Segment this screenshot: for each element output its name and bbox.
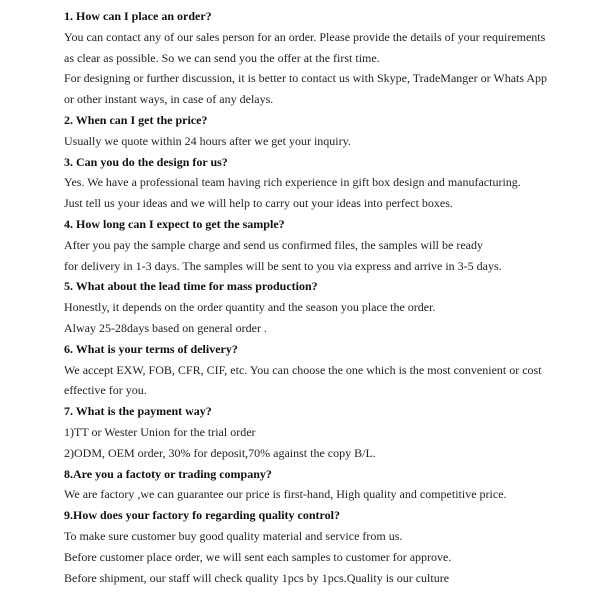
faq-answer-line: effective for you.: [64, 383, 147, 398]
faq-list: [64, 6, 594, 588]
faq-answer-line: Just tell us your ideas and we will help to carry out your ideas into perfect boxes.: [64, 196, 453, 211]
faq-question: 2. When can I get the price?: [64, 112, 208, 127]
faq-item: [64, 505, 594, 588]
faq-answer-line: Honestly, it depends on the order quantity and the season you place the order.: [64, 300, 436, 315]
faq-answer-line: Yes. We have a professional team having rich experience in gift box design and manufacturing.: [64, 175, 521, 190]
faq-answer-line: Before shipment, our staff will check quality 1pcs by 1pcs.Quality is our culture: [64, 570, 450, 585]
faq-answer-line: 1)TT or Wester Union for the trial order: [64, 424, 256, 439]
faq-answer-line: We are factory ,we can guarantee our price is first-hand, High quality and competitive price.: [64, 487, 507, 502]
faq-item: [64, 152, 594, 214]
faq-question: 1. How can I place an order?: [64, 9, 212, 23]
faq-question: 3. Can you do the design for us?: [64, 154, 228, 169]
faq-item: [64, 339, 594, 401]
faq-answer-line: 2)ODM, OEM order, 30% for deposit,70% against the copy B/L.: [64, 445, 376, 460]
faq-answer-line: for delivery in 1-3 days. The samples will be sent to you via express and arrive in 3-5 days.: [64, 258, 502, 273]
faq-item: [64, 6, 594, 110]
faq-answer-line: or other instant ways, in case of any delays.: [64, 92, 274, 107]
faq-answer-line: Alway 25-28days based on general order .: [64, 320, 267, 335]
faq-answer-line: To make sure customer buy good quality material and service from us.: [64, 528, 403, 543]
faq-question: 8.Are you a factoty or trading company?: [64, 466, 272, 481]
faq-item: [64, 110, 594, 152]
faq-item: [64, 464, 594, 506]
faq-question: 4. How long can I expect to get the sample?: [64, 216, 285, 231]
faq-question: 5. What about the lead time for mass production?: [64, 279, 318, 294]
faq-item: [64, 401, 594, 463]
faq-item: [64, 276, 594, 338]
faq-question: 6. What is your terms of delivery?: [64, 341, 238, 356]
faq-answer-line: Usually we quote within 24 hours after we get your inquiry.: [64, 133, 351, 148]
faq-answer-line: Before customer place order, we will sent each samples to customer for approve.: [64, 549, 452, 564]
faq-answer-line: After you pay the sample charge and send us confirmed files, the samples will be ready: [64, 237, 483, 252]
faq-answer-line: For designing or further discussion, it is better to contact us with Skype, TradeManger or Whats App: [64, 71, 548, 86]
faq-question: 7. What is the payment way?: [64, 404, 212, 419]
faq-item: [64, 214, 594, 276]
faq-question: 9.How does your factory fo regarding quality control?: [64, 508, 340, 523]
faq-answer-line: as clear as possible. So we can send you the offer at the first time.: [64, 50, 380, 65]
faq-answer-line: You can contact any of our sales person for an order. Please provide the details of your requirements: [64, 29, 546, 44]
faq-answer-line: We accept EXW, FOB, CFR, CIF, etc. You can choose the one which is the most convenient or cost: [64, 362, 542, 377]
